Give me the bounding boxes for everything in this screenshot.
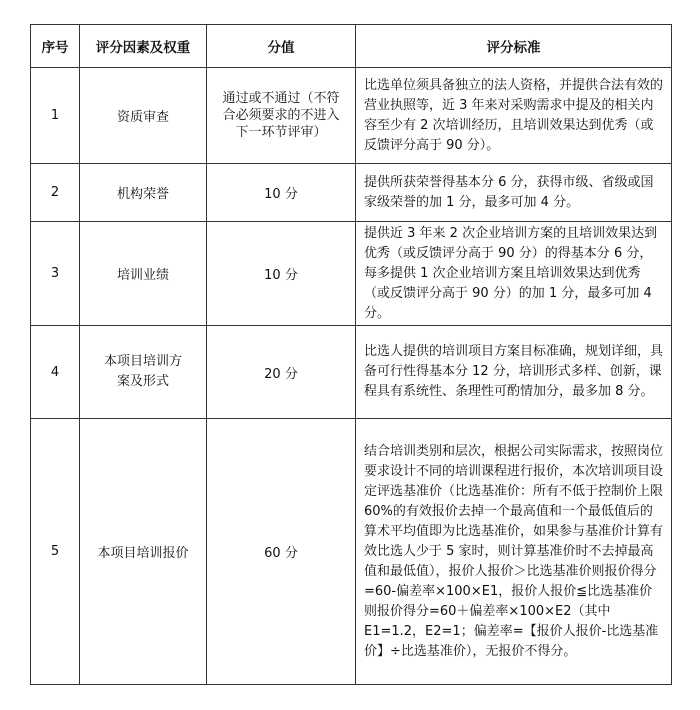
table-row bbox=[31, 164, 672, 222]
header-criteria: 评分标准 bbox=[356, 25, 672, 68]
row-criteria: 比选单位须具备独立的法人资格，并提供合法有效的营业执照等，近 3 年来对采购需求中提及的相关内容至少有 2 次培训经历，且培训效果达到优秀（或反馈评分高于 90 分）。 bbox=[356, 68, 672, 164]
header-row bbox=[31, 25, 672, 68]
row-score: 10 分 bbox=[207, 164, 356, 222]
row-factor: 本项目培训报价 bbox=[80, 419, 207, 685]
table-row bbox=[31, 326, 672, 419]
table-row bbox=[31, 222, 672, 326]
row-factor: 机构荣誉 bbox=[80, 164, 207, 222]
row-score: 10 分 bbox=[207, 222, 356, 326]
scoring-table bbox=[30, 24, 672, 685]
table-row bbox=[31, 419, 672, 685]
header-score: 分值 bbox=[207, 25, 356, 68]
row-score: 60 分 bbox=[207, 419, 356, 685]
header-no: 序号 bbox=[31, 25, 80, 68]
row-factor: 资质审查 bbox=[80, 68, 207, 164]
row-no: 5 bbox=[31, 419, 80, 685]
row-criteria: 比选人提供的培训项目方案目标准确，规划详细，具备可行性得基本分 12 分，培训形式多样、创新，课程具有系统性、条理性可酌情加分，最多加 8 分。 bbox=[356, 326, 672, 419]
row-no: 1 bbox=[31, 68, 80, 164]
row-criteria: 提供近 3 年来 2 次企业培训方案的且培训效果达到优秀（或反馈评分高于 90 分）的得基本分 6 分，每多提供 1 次企业培训方案且培训效果达到优秀（或反馈评分高于 90 分）的加 1 分，最多可加 4 分。 bbox=[356, 222, 672, 326]
row-no: 3 bbox=[31, 222, 80, 326]
row-criteria: 结合培训类别和层次，根据公司实际需求，按照岗位要求设计不同的培训课程进行报价，本次培训项目设定评选基准价（比选基准价：所有不低于控制价上限 60%的有效报价去掉一个最高值和一个最低值后的算术平均值即为比选基准价，如果参与基准价计算有效比选人少于 5 家时，则计算基准价时不去掉最高值和最低值），报价人报价＞比选基准价则报价得分=60-偏差率×100×E1，报价人报价≦比选基准价则报价得分=60＋偏差率×100×E2（其中 E1=1.2，E2=1；偏差率=【报价人报价-比选基准价】÷比选基准价），无报价不得分。 bbox=[356, 419, 672, 685]
row-no: 2 bbox=[31, 164, 80, 222]
row-criteria: 提供所获荣誉得基本分 6 分，获得市级、省级或国家级荣誉的加 1 分，最多可加 4 分。 bbox=[356, 164, 672, 222]
row-score: 通过或不通过（不符合必须要求的不进入下一环节评审） bbox=[207, 68, 356, 164]
row-factor: 本项目培训方案及形式 bbox=[80, 326, 207, 419]
row-no: 4 bbox=[31, 326, 80, 419]
row-score: 20 分 bbox=[207, 326, 356, 419]
table-row bbox=[31, 68, 672, 164]
row-factor: 培训业绩 bbox=[80, 222, 207, 326]
header-factor: 评分因素及权重 bbox=[80, 25, 207, 68]
